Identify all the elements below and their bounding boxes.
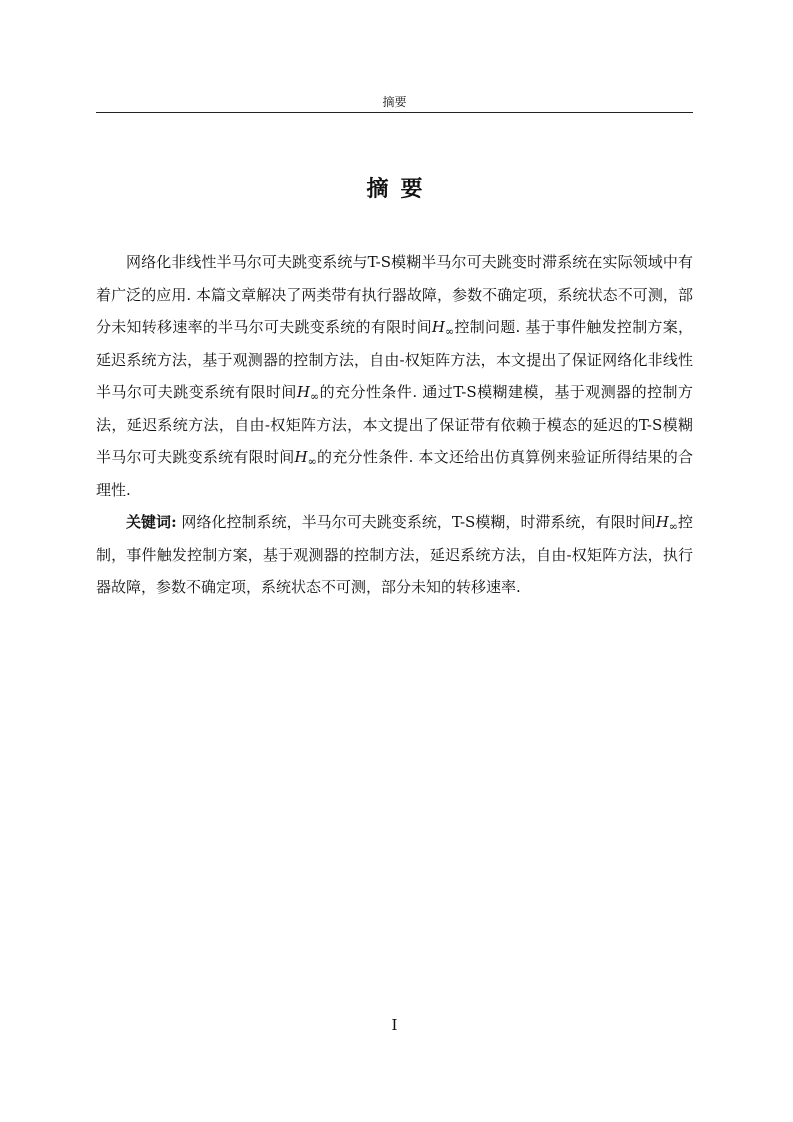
abstract-body — [96, 246, 693, 604]
page-title: 摘要 — [366, 176, 435, 202]
keywords-paragraph — [96, 506, 693, 604]
h-infinity-symbol: $H_\infty$ — [294, 448, 317, 468]
keywords-text-2: 控制，事件触发控制方案，基于观测器的控制方法，延迟系统方法，自由-权矩阵方法，执行器故障，参数不确定项，系统状态不可测，部分未知的转移速率. — [96, 513, 693, 596]
h-infinity-symbol: $H_\infty$ — [296, 383, 320, 403]
h-infinity-symbol: $H_\infty$ — [655, 513, 678, 533]
running-header: 摘要 — [382, 95, 407, 109]
abstract-paragraph — [96, 246, 693, 506]
keywords-label: 关键词: — [126, 513, 177, 531]
page-number: I — [391, 1016, 398, 1034]
keywords-text-1: 网络化控制系统，半马尔可夫跳变系统，T-S模糊，时滞系统，有限时间 — [176, 513, 656, 531]
header-rule — [96, 112, 693, 113]
abstract-text-4: 的充分性条件. 本文还给出仿真算例来验证所得结果的合理性. — [96, 448, 693, 499]
abstract-text-2: 控制问题. 基于事件触发控制方案，延迟系统方法，基于观测器的控制方法，自由-权矩阵方法，本文提出了保证网络化非线性半马尔可夫跳变系统有限时间 — [96, 318, 693, 401]
h-infinity-symbol: $H_\infty$ — [431, 318, 455, 338]
abstract-text-1: 网络化非线性半马尔可夫跳变系统与T-S模糊半马尔可夫跳变时滞系统在实际领域中有着广泛的应用. 本篇文章解决了两类带有执行器故障，参数不确定项，系统状态不可测，部分未知转移速率的半马尔可夫跳变系统的有限时间 — [96, 253, 693, 336]
abstract-text-3: 的充分性条件. 通过T-S模糊建模，基于观测器的控制方法，延迟系统方法，自由-权矩阵方法，本文提出了保证带有依赖于模态的延迟的T-S模糊半马尔可夫跳变系统有限时间 — [96, 383, 693, 466]
